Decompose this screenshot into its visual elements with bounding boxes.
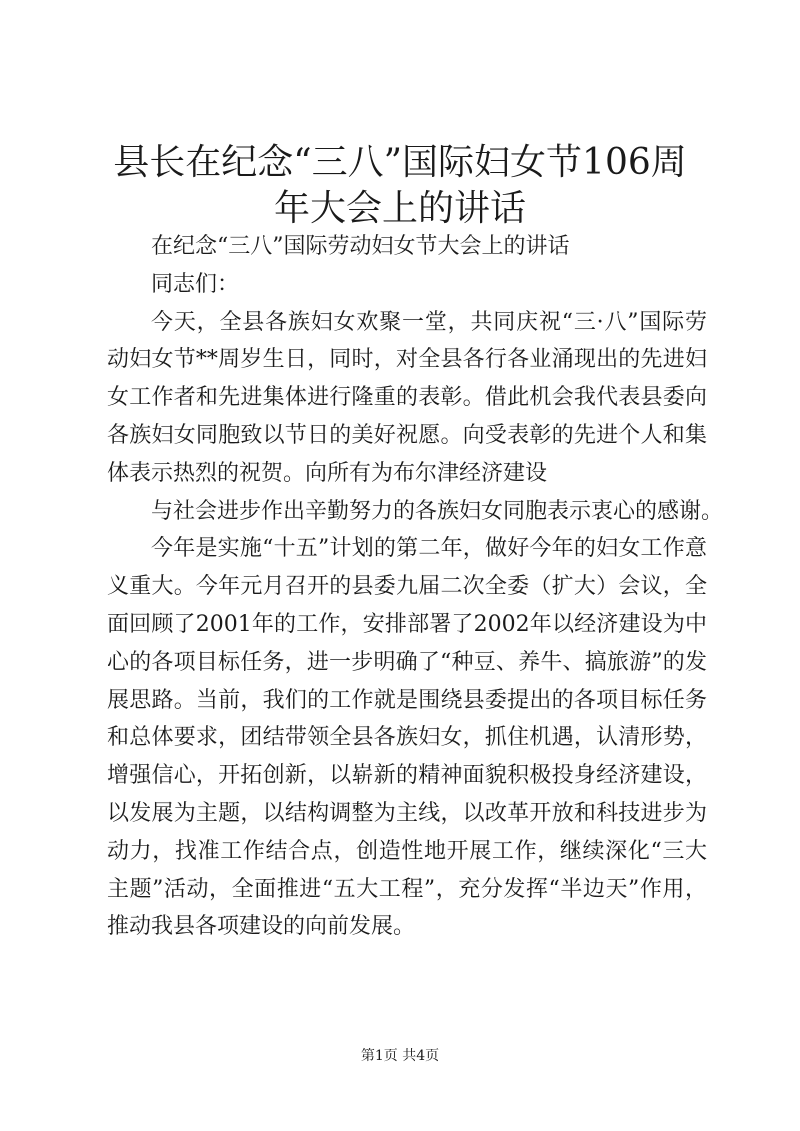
body-paragraph: 与社会进步作出辛勤努力的各族妇女同胞表示衷心的感谢。 <box>151 498 724 524</box>
subtitle-paragraph: 在纪念“三八”国际劳动妇女节大会上的讲话 <box>151 234 570 259</box>
page-number: 第1页 共4页 <box>360 1048 440 1064</box>
document-body <box>107 228 724 946</box>
salutation-paragraph: 同志们： <box>151 271 240 297</box>
body-paragraph: 今年是实施“十五”计划的第二年，做好今年的妇女工作意义重大。今年元月召开的县委九届二次全委（扩大）会议，全面回顾了2001年的工作，安排部署了2002年以经济建设为中心的各项目标任务，进一步明确了“种豆、养牛、搞旅游”的发展思路。当前，我们的工作就是围绕县委提出的各项目标任务和总体要求，团结带领全县各族妇女，抓住机遇，认清形势，增强信心，开拓创新，以崭新的精神面貌积极投身经济建设，以发展为主题，以结构调整为主线，以改革开放和科技进步为动力，找准工作结合点，创造性地开展工作，继续深化“三大主题”活动，全面推进“五大工程”，充分发挥“半边天”作用，推动我县各项建设的向前发展。 <box>107 536 707 940</box>
body-paragraph: 今天，全县各族妇女欢聚一堂，共同庆祝“三·八”国际劳动妇女节**周岁生日，同时，对全县各行各业涌现出的先进妇女工作者和先进集体进行隆重的表彰。借此机会我代表县委向各族妇女同胞致以节日的美好祝愿。向受表彰的先进个人和集体表示热烈的祝贺。向所有为布尔津经济建设 <box>107 309 707 486</box>
document-title: 县长在纪念“三八”国际妇女节106周年大会上的讲话 <box>113 142 687 229</box>
